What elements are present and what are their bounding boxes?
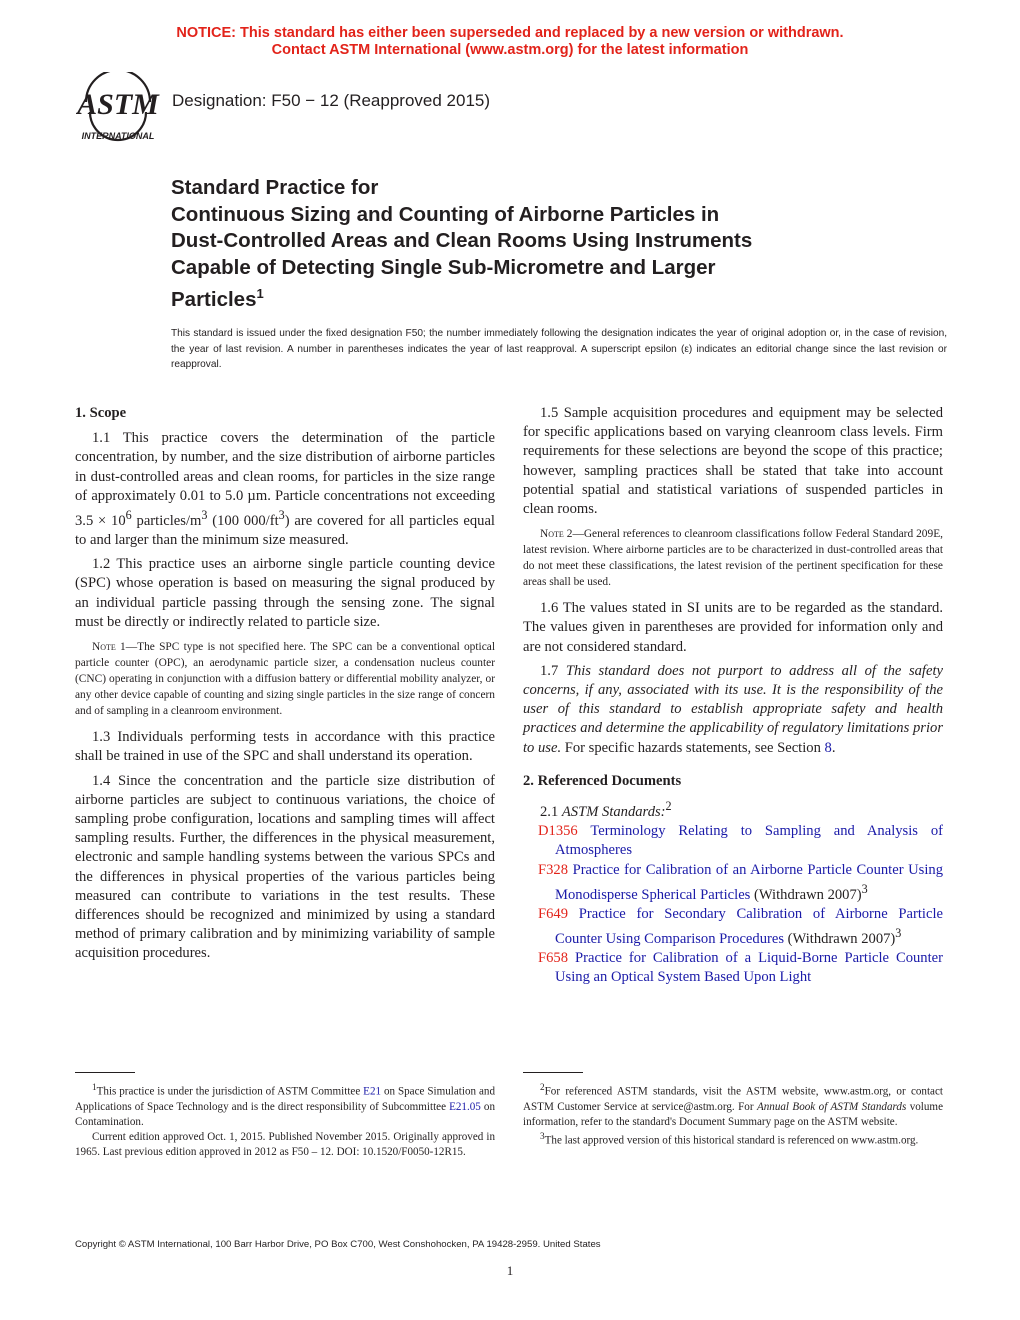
notice-line-1: NOTICE: This standard has either been superseded and replaced by a new version or withdrawn. <box>176 25 844 41</box>
subcommittee-e21-05-link[interactable]: E21.05 <box>449 1100 481 1113</box>
paragraph-1-6: 1.6 The values stated in SI units are to be regarded as the standard. The values given in parentheses are provided for information only and are not considered standard. <box>523 600 943 655</box>
title-line-5: Particles <box>171 287 257 311</box>
astm-logo-icon <box>76 72 160 144</box>
page-number: 1 <box>506 1263 514 1278</box>
paragraph-1-3: 1.3 Individuals performing tests in accordance with this practice shall be trained in use of the SPC and shall understand its operation. <box>75 729 495 765</box>
copyright-line: Copyright © ASTM International, 100 Barr Harbor Drive, PO Box C700, West Conshohocken, PA 19428-2959. United States <box>75 1239 601 1250</box>
reference-f649[interactable]: F649 Practice for Secondary Calibration of Airborne Particle Counter Using Comparison Procedures (Withdrawn 2007)$^3$ <box>538 905 943 947</box>
committee-e21-link[interactable]: E21 <box>363 1085 382 1098</box>
document-title <box>171 175 871 313</box>
section-8-link[interactable]: 8 <box>824 739 832 756</box>
paragraph-1-2: 1.2 This practice uses an airborne single particle counting device (SPC) whose operation is based on measuring the signal produced by an individual particle passing through the sensing zone. The signal must be directly or indirectly related to particle size. <box>75 556 495 630</box>
section-heading-referenced-documents: 2. Referenced Documents <box>523 772 682 789</box>
paragraph-1-5: 1.5 Sample acquisition procedures and equipment may be selected for specific applications based on varying cleanroom class levels. Firm requirements for these selections are beyond the scope of this practice; however, sampling practices shall be stated that take into account potential spatial and statistical variations of suspended particles in clean rooms. <box>523 405 943 518</box>
paragraph-2-1: 2.1 ASTM Standards:$^2$ <box>540 799 672 820</box>
section-heading-scope: 1. Scope <box>75 405 127 421</box>
note-1: Note 1—The SPC type is not specified here. The SPC can be a conventional optical particle counter (OPC), an aerodynamic particle sizer, a condensation nucleus counter (CNC) operating in conjunction with a diffusion battery or differential mobility analyzer, or any other device capable of counting and sizing single particles in the size range of concern and of sampling in a cleanroom environment. <box>75 641 495 718</box>
footnote-3: $^3$The last approved version of this historical standard is referenced on www.astm.org. <box>540 1131 919 1147</box>
svg-text:INTERNATIONAL: INTERNATIONAL <box>81 131 155 141</box>
designation: Designation: F50 − 12 (Reapproved 2015) <box>172 91 491 110</box>
footnotes-left <box>75 1081 495 1160</box>
astm-international-logo <box>76 72 160 144</box>
footnote-rule-right <box>523 1072 583 1073</box>
note-2: Note 2—General references to cleanroom classifications follow Federal Standard 209E, latest revision. Where airborne particles are to be characterized in dust-controlled areas that do not meet these classifications, the latest revision of the pertinent specification for these areas shall be used. <box>523 528 943 589</box>
reference-d1356[interactable]: D1356 Terminology Relating to Sampling and Analysis of Atmospheres <box>538 823 943 859</box>
reference-f658[interactable]: F658 Practice for Calibration of a Liquid-Borne Particle Counter Using an Optical System Based Upon Light <box>538 950 944 986</box>
title-line-2: Continuous Sizing and Counting of Airborne Particles in <box>171 202 720 226</box>
reference-f328[interactable]: F328 Practice for Calibration of an Airborne Particle Counter Using Monodisperse Spherical Particles (Withdrawn 2007)$^3$ <box>538 861 943 903</box>
note-1-label: Note 1 <box>92 641 126 654</box>
title-footnote-mark: 1 <box>256 286 264 301</box>
right-column <box>523 404 943 987</box>
title-line-4: Capable of Detecting Single Sub-Micrometre and Larger <box>171 255 716 279</box>
paragraph-1-1: 1.1 This practice covers the determination of the particle concentration, by number, and the size distribution of airborne particles in dust-controlled areas and clean rooms, for particles in the size range of approximately 0.01 to 5.0 µm. Particle concentrations not exceeding $3.5 \times 10^6$ particles/$m^3$ (100 $000/ft^3$) are covered for all particles equal to and larger than the minimum size measured. <box>75 430 495 549</box>
withdrawal-notice <box>0 25 1020 59</box>
svg-text:ASTM: ASTM <box>77 88 159 121</box>
footnote-rule-left <box>75 1072 135 1073</box>
left-column <box>75 404 495 969</box>
notice-line-2: Contact ASTM International (www.astm.org) for the latest information <box>271 42 749 58</box>
paragraph-1-4: 1.4 Since the concentration and the particle size distribution of airborne particles are subject to continuous variations, the choice of sampling probe configuration, locations and sampling times will affect sampling results. Further, the differences in the physical measurement, electronic and sample handling systems between the various SPCs and the differences in physical properties of the various particles being measured can contribute to variations in the test results. These differences should be recognized and minimized by using a standard method of primary calibration and by minimizing variability of sample acquisition procedures. <box>75 772 495 962</box>
footnote-2: $^2$For referenced ASTM standards, visit the ASTM website, www.astm.org, or contact ASTM Customer Service at service@astm.org. For Annual Book of ASTM Standards volume information, refer to the standard's Document Summary page on the ASTM website. <box>523 1083 943 1128</box>
title-line-1: Standard Practice for <box>171 176 379 199</box>
title-line-3: Dust-Controlled Areas and Clean Rooms Using Instruments <box>171 229 753 252</box>
footnote-1-edition: Current edition approved Oct. 1, 2015. Published November 2015. Originally approved in 1965. Last previous edition approved in 2012 as F50 – 12. DOI: 10.1520/F0050-12R15. <box>75 1130 495 1158</box>
issuance-statement: This standard is issued under the fixed designation F50; the number immediately following the designation indicates the year of original adoption or, in the case of revision, the year of last revision. A number in parentheses indicates the year of last reapproval. A superscript epsilon (ε) indicates an editorial change since the last revision or reapproval. <box>171 328 947 370</box>
footnotes-right <box>523 1081 943 1148</box>
note-2-label: Note 2 <box>540 528 573 541</box>
footnote-1: $^1$This practice is under the jurisdiction of ASTM Committee E21 on Space Simulation and Applications of Space Technology and is the direct responsibility of Subcommittee E21.05 on Contamination. <box>75 1083 495 1128</box>
paragraph-1-7: 1.7 This standard does not purport to address all of the safety concerns, if any, associated with its use. It is the responsibility of the user of this standard to establish appropriate safety and health practices and determine the applicability of regulatory limitations prior to use. For specific hazards statements, see Section 8. <box>523 662 943 756</box>
